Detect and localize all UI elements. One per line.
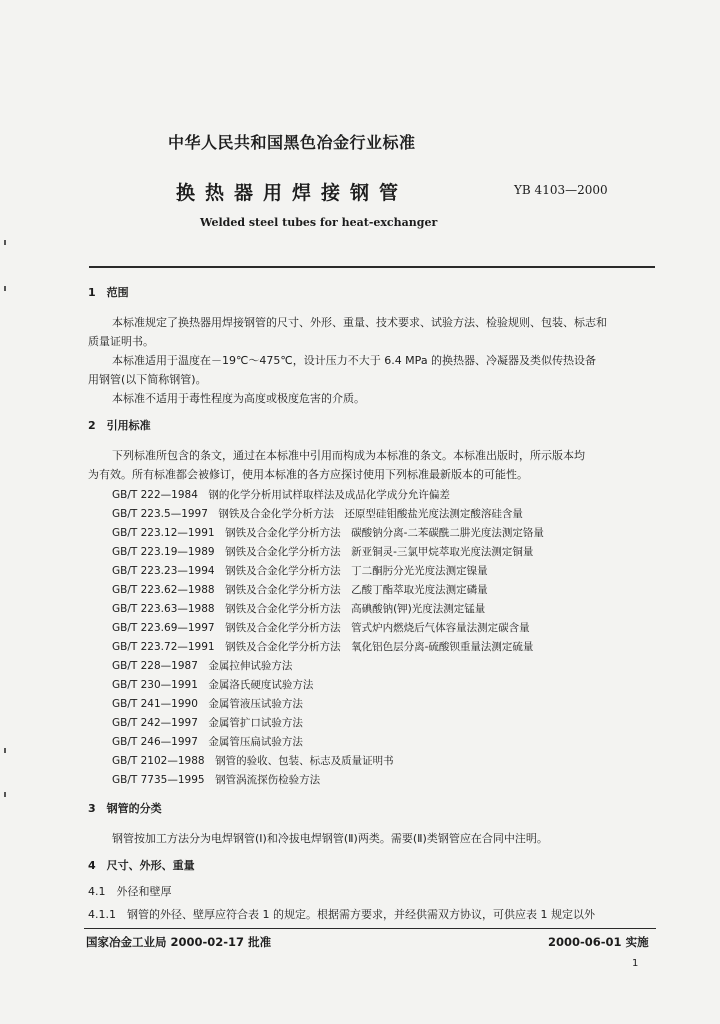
section-1-para-1-line-2: 质量证明书。 [88, 335, 154, 348]
scan-mark [4, 286, 6, 291]
reference-item: GB/T 223.62—1988 钢铁及合金化学分析方法 乙酸丁酯萃取光度法测定磷量 [112, 584, 488, 596]
reference-item: GB/T 2102—1988 钢管的验收、包装、标志及质量证明书 [112, 755, 394, 767]
page-number: 1 [632, 958, 639, 969]
scan-mark [4, 240, 6, 245]
reference-item: GB/T 241—1990 金属管液压试验方法 [112, 698, 303, 710]
section-2-intro-line-2: 为有效。所有标准都会被修订，使用本标准的各方应探讨使用下列标准最新版本的可能性。 [88, 468, 528, 481]
reference-item: GB/T 242—1997 金属管扩口试验方法 [112, 717, 303, 729]
approval-date: 国家冶金工业局 2000-02-17 批准 [86, 935, 272, 949]
document-title-cn: 换热器用焊接钢管 [176, 182, 409, 204]
reference-item: GB/T 228—1987 金属拉伸试验方法 [112, 660, 293, 672]
header-divider [89, 266, 655, 268]
reference-item: GB/T 223.72—1991 钢铁及合金化学分析方法 氧化铝色层分离-硫酸钡重量法测定硫量 [112, 641, 534, 653]
reference-item: GB/T 223.19—1989 钢铁及合金化学分析方法 新亚铜灵-三氯甲烷萃取光度法测定铜量 [112, 546, 534, 558]
reference-item: GB/T 246—1997 金属管压扁试验方法 [112, 736, 303, 748]
reference-item: GB/T 223.5—1997 钢铁及合金化学分析方法 还原型硅钼酸盐光度法测定酸溶硅含量 [112, 508, 523, 520]
reference-item: GB/T 223.12—1991 钢铁及合金化学分析方法 碳酸钠分离-二苯碳酰二肼光度法测定铬量 [112, 527, 544, 539]
industry-standard-heading: 中华人民共和国黑色冶金行业标准 [168, 133, 416, 152]
section-1-para-2-line-2: 用钢管(以下简称钢管)。 [88, 373, 207, 386]
reference-item: GB/T 222—1984 钢的化学分析用试样取样法及成品化学成分允许偏差 [112, 489, 450, 501]
section-3-para: 钢管按加工方法分为电焊钢管(Ⅰ)和冷拔电焊钢管(Ⅱ)两类。需要(Ⅱ)类钢管应在合同中注明。 [112, 832, 548, 845]
reference-item: GB/T 223.69—1997 钢铁及合金化学分析方法 管式炉内燃烧后气体容量法测定碳含量 [112, 622, 530, 634]
reference-item: GB/T 230—1991 金属洛氏硬度试验方法 [112, 679, 314, 691]
section-3-heading: 3 钢管的分类 [88, 802, 162, 815]
section-1-para-3: 本标准不适用于毒性程度为高度或极度危害的介质。 [112, 392, 365, 405]
section-1-para-1-line-1: 本标准规定了换热器用焊接钢管的尺寸、外形、重量、技术要求、试验方法、检验规则、包装、标志和 [112, 316, 607, 329]
scan-mark [4, 748, 6, 753]
section-1-heading: 1 范围 [88, 286, 129, 299]
standard-code: YB 4103—2000 [514, 183, 608, 197]
document-title-en: Welded steel tubes for heat-exchanger [200, 216, 438, 229]
reference-item: GB/T 7735—1995 钢管涡流探伤检验方法 [112, 774, 321, 786]
section-4-1-heading: 4.1 外径和壁厚 [88, 885, 172, 898]
section-4-1-1-text: 4.1.1 钢管的外径、壁厚应符合表 1 的规定。根据需方要求，并经供需双方协议，可供应表 1 规定以外 [88, 908, 595, 921]
scan-mark [4, 792, 6, 797]
section-1-para-2-line-1: 本标准适用于温度在－19℃～475℃，设计压力不大于 6.4 MPa 的换热器、冷凝器及类似传热设备 [112, 354, 597, 367]
reference-item: GB/T 223.63—1988 钢铁及合金化学分析方法 高碘酸钠(钾)光度法测定锰量 [112, 603, 486, 615]
reference-item: GB/T 223.23—1994 钢铁及合金化学分析方法 丁二酮肟分光光度法测定镍量 [112, 565, 488, 577]
section-4-heading: 4 尺寸、外形、重量 [88, 859, 195, 872]
section-2-intro-line-1: 下列标准所包含的条文，通过在本标准中引用而构成为本标准的条文。本标准出版时，所示版本均 [112, 449, 585, 462]
footer-divider [84, 928, 656, 929]
section-2-heading: 2 引用标准 [88, 419, 151, 432]
implementation-date: 2000-06-01 实施 [548, 935, 649, 949]
